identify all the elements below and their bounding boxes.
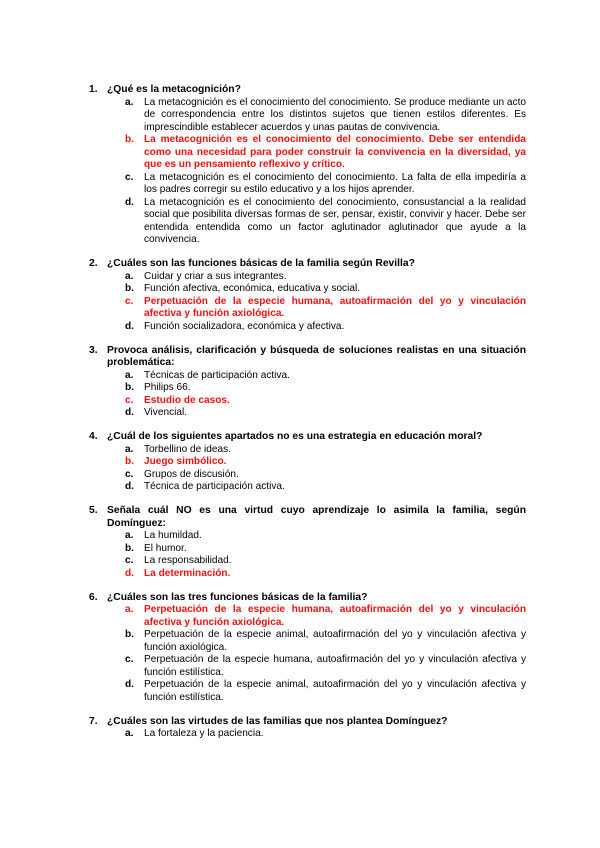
question-text: ¿Cuál de los siguientes apartados no es una estrategia en educación moral? — [107, 431, 483, 442]
answer-option — [125, 444, 526, 457]
question-1 — [89, 84, 526, 247]
option-letter: c. — [125, 654, 134, 665]
question-number: 4. — [89, 431, 98, 442]
question-body — [107, 505, 526, 580]
question-2 — [89, 258, 526, 333]
question-text: Señala cuál NO es una virtud cuyo aprendizaje lo asimila la familia, según Domínguez: — [107, 505, 526, 529]
question-6 — [89, 592, 526, 705]
option-letter: c. — [125, 394, 134, 406]
option-text: La fortaleza y la paciencia. — [144, 728, 264, 739]
question-number: 5. — [89, 505, 98, 516]
question-5 — [89, 505, 526, 580]
correct-answer-option — [125, 604, 526, 629]
option-letter: a. — [125, 604, 134, 615]
option-text: Vivencial. — [144, 407, 188, 418]
option-text: Philips 66. — [144, 382, 191, 393]
option-letter: c. — [125, 295, 134, 307]
option-letter: b. — [125, 629, 134, 640]
correct-answer-option — [125, 568, 526, 581]
option-letter: a. — [125, 530, 134, 541]
option-text: Torbellino de ideas. — [144, 443, 231, 455]
question-text: ¿Cuáles son las virtudes de las familias que nos plantea Domínguez? — [107, 715, 448, 727]
option-text: Cuidar y criar a sus integrantes. — [144, 270, 287, 282]
option-text: La determinación. — [144, 567, 231, 579]
question-text: ¿Cuáles son las funciones básicas de la familia según Revilla? — [107, 258, 415, 269]
option-letter: b. — [125, 134, 134, 145]
question-7 — [89, 716, 526, 741]
answer-option — [125, 530, 526, 543]
option-text: Juego simbólico. — [144, 456, 227, 467]
option-text: La metacognición es el conocimiento del conocimiento, consustancial a la realidad social que posibilita diversas formas de ser, pensar, existir, convivir y hacer. Debe ser entendida entendida como un factor aglutinador aglutinador que ayude a la convivencia. — [144, 196, 526, 245]
question-number: 7. — [89, 715, 98, 727]
option-letter: c. — [125, 555, 134, 566]
option-letter: d. — [125, 481, 134, 492]
answer-option — [125, 481, 526, 494]
option-letter: a. — [125, 96, 134, 108]
answer-option — [125, 370, 526, 383]
question-number: 2. — [89, 258, 98, 269]
question-body — [107, 345, 526, 420]
option-letter: d. — [125, 679, 134, 690]
answer-option — [125, 382, 526, 395]
answer-option — [125, 543, 526, 556]
option-text: Función socializadora, económica y afectiva. — [144, 320, 345, 332]
question-list — [89, 84, 526, 752]
answer-option — [125, 172, 526, 197]
question-number: 6. — [89, 591, 98, 603]
correct-answer-option — [125, 395, 526, 408]
option-text: La metacognición es el conocimiento del conocimiento. Se produce mediante un acto de correspondencia entre los distintos sujetos que tienen estilos diferentes. Es imprescindible establecer acuerdos y unas pautas de convivencia. — [144, 96, 526, 133]
option-text: Perpetuación de la especie animal, autoafirmación del yo y vinculación afectiva y función axiológica. — [144, 629, 526, 653]
option-text: Perpetuación de la especie animal, autoafirmación del yo y vinculación afectiva y función estilística. — [144, 679, 526, 703]
answer-option — [125, 407, 526, 420]
option-text: La responsabilidad. — [144, 555, 232, 566]
answer-option — [125, 197, 526, 247]
answer-option — [125, 629, 526, 654]
option-text: La metacognición es el conocimiento del conocimiento. La falta de ella impediría a los padres corregir su estilo educativo y a los hijos aprender. — [144, 171, 526, 195]
question-body — [107, 258, 526, 333]
option-letter: a. — [125, 369, 134, 381]
question-body — [107, 84, 526, 247]
correct-answer-option — [125, 134, 526, 172]
option-text: Perpetuación de la especie humana, autoafirmación del yo y vinculación afectiva y función axiológica. — [144, 295, 526, 319]
question-4 — [89, 431, 526, 494]
answer-option — [125, 283, 526, 296]
option-letter: c. — [125, 468, 134, 480]
option-text: Grupos de discusión. — [144, 468, 239, 480]
correct-answer-option — [125, 296, 526, 321]
option-text: Perpetuación de la especie humana, autoafirmación del yo y vinculación afectiva y función estilística. — [144, 654, 526, 678]
answer-option — [125, 679, 526, 704]
option-letter: d. — [125, 320, 134, 332]
option-text: La humildad. — [144, 530, 202, 541]
option-letter: b. — [125, 456, 134, 467]
question-text: ¿Qué es la metacognición? — [107, 84, 241, 95]
question-text: Provoca análisis, clarificación y búsqueda de soluciones realistas en una situación problemática: — [107, 344, 526, 368]
option-letter: a. — [125, 443, 134, 455]
option-letter: b. — [125, 283, 134, 294]
option-letter: d. — [125, 196, 134, 208]
answer-option — [125, 97, 526, 135]
option-text: Técnica de participación activa. — [144, 481, 285, 492]
option-text: Función afectiva, económica, educativa y social. — [144, 283, 361, 294]
answer-option — [125, 469, 526, 482]
question-3 — [89, 345, 526, 420]
option-letter: c. — [125, 171, 134, 183]
answer-option — [125, 321, 526, 334]
answer-option — [125, 271, 526, 284]
option-text: La metacognición es el conocimiento del conocimiento. Debe ser entendida como una necesidad para poder construir la convivencia en la diversidad, ya que es un pensamiento reflexivo y crítico. — [144, 134, 526, 170]
option-text: Perpetuación de la especie humana, autoafirmación del yo y vinculación afectiva y función axiológica. — [144, 604, 526, 628]
option-letter: b. — [125, 542, 134, 554]
question-number: 1. — [89, 84, 98, 95]
correct-answer-option — [125, 456, 526, 469]
question-body — [107, 431, 526, 494]
answer-option — [125, 555, 526, 568]
option-letter: d. — [125, 567, 134, 579]
option-letter: b. — [125, 382, 134, 393]
question-body — [107, 716, 526, 741]
answer-option — [125, 654, 526, 679]
option-text: Estudio de casos. — [144, 394, 230, 406]
question-number: 3. — [89, 344, 98, 356]
option-text: Técnicas de participación activa. — [144, 369, 290, 381]
answer-option — [125, 728, 526, 741]
option-letter: a. — [125, 728, 134, 739]
question-body — [107, 592, 526, 705]
option-text: El humor. — [144, 542, 187, 554]
option-letter: a. — [125, 270, 134, 282]
option-letter: d. — [125, 407, 134, 418]
question-text: ¿Cuáles son las tres funciones básicas de la familia? — [107, 591, 368, 603]
